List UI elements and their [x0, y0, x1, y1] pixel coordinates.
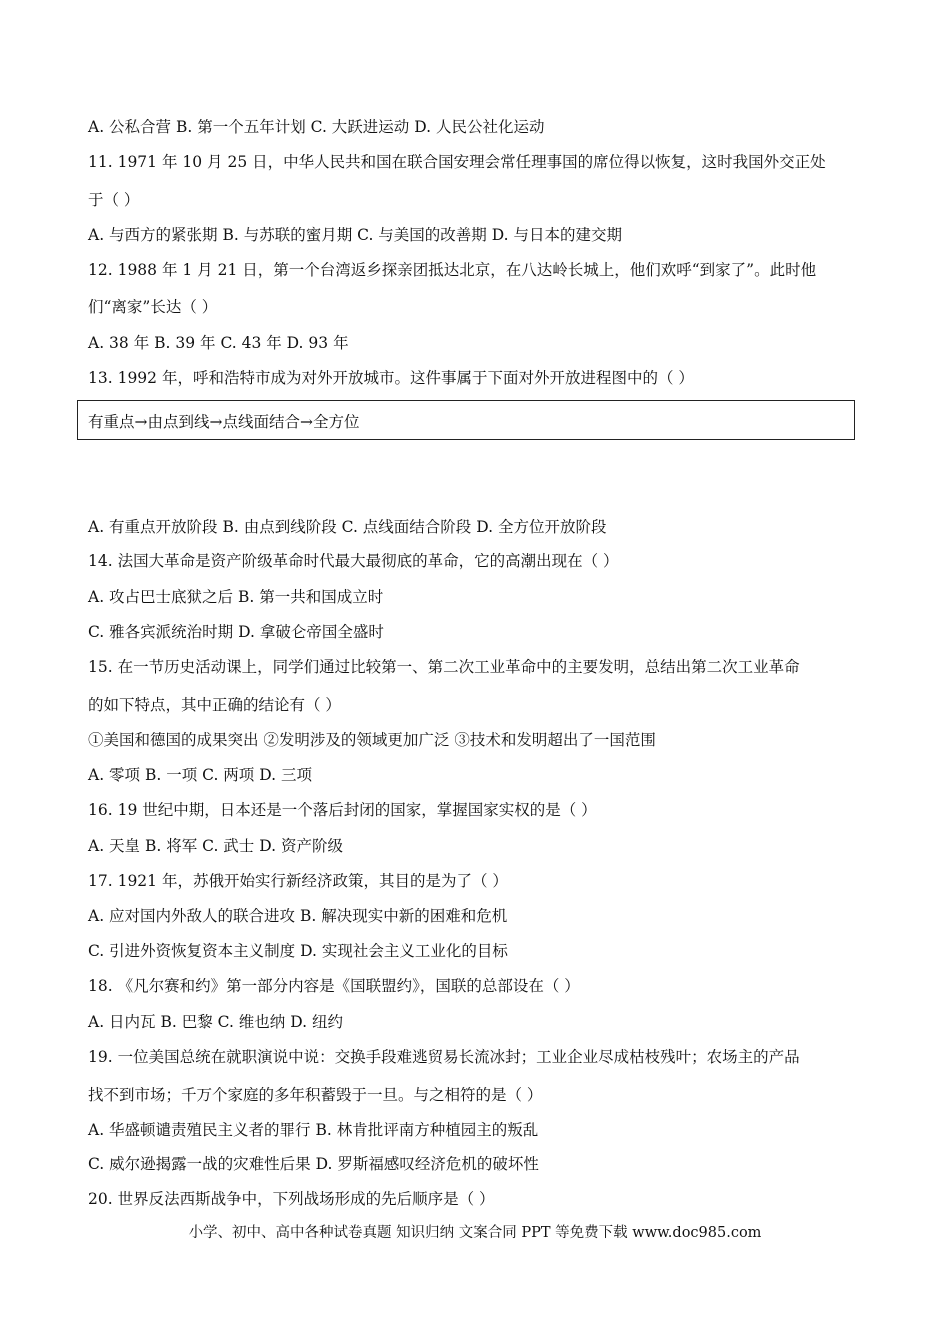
- q20-stem: 20. 世界反法西斯战争中，下列战场形成的先后顺序是（ ）: [88, 1190, 495, 1208]
- q11-stem-cont: 于（ ）: [88, 191, 140, 209]
- q17-stem: 17. 1921 年，苏俄开始实行新经济政策，其目的是为了（ ）: [88, 872, 508, 890]
- q13-options: A. 有重点开放阶段 B. 由点到线阶段 C. 点线面结合阶段 D. 全方位开放阶段: [88, 518, 607, 536]
- q10-options: A. 公私合营 B. 第一个五年计划 C. 大跃进运动 D. 人民公社化运动: [88, 118, 545, 136]
- q19-stem: 19. 一位美国总统在就职演说中说：交换手段难逃贸易长流冰封；工业企业尽成枯枝残叶；农场主的产品: [88, 1048, 800, 1066]
- q19-options-2: C. 威尔逊揭露一战的灾难性后果 D. 罗斯福感叹经济危机的破坏性: [88, 1155, 539, 1173]
- opening-process-text: 有重点→由点到线→点线面结合→全方位: [88, 413, 360, 431]
- q14-options-1: A. 攻占巴士底狱之后 B. 第一共和国成立时: [88, 588, 384, 606]
- q15-stem: 15. 在一节历史活动课上，同学们通过比较第一、第二次工业革命中的主要发明，总结出第二次工业革命: [88, 658, 800, 676]
- q11-stem: 11. 1971 年 10 月 25 日，中华人民共和国在联合国安理会常任理事国的席位得以恢复，这时我国外交正处: [88, 153, 826, 171]
- q12-options: A. 38 年 B. 39 年 C. 43 年 D. 93 年: [88, 334, 349, 352]
- q14-options-2: C. 雅各宾派统治时期 D. 拿破仑帝国全盛时: [88, 623, 384, 641]
- q17-options-1: A. 应对国内外敌人的联合进攻 B. 解决现实中新的困难和危机: [88, 907, 508, 925]
- q18-stem: 18. 《凡尔赛和约》第一部分内容是《国联盟约》，国联的总部设在（ ）: [88, 977, 580, 995]
- q15-options: A. 零项 B. 一项 C. 两项 D. 三项: [88, 766, 312, 784]
- q19-stem-cont: 找不到市场；千万个家庭的多年积蓄毁于一旦。与之相符的是（ ）: [88, 1086, 543, 1104]
- opening-process-box: [77, 400, 855, 440]
- q16-options: A. 天皇 B. 将军 C. 武士 D. 资产阶级: [88, 837, 343, 855]
- page-footer: 小学、初中、高中各种试卷真题 知识归纳 文案合同 PPT 等免费下载 www.doc985.com: [188, 1225, 762, 1241]
- q17-options-2: C. 引进外资恢复资本主义制度 D. 实现社会主义工业化的目标: [88, 942, 508, 960]
- q15-stem-cont: 的如下特点，其中正确的结论有（ ）: [88, 696, 341, 714]
- q13-stem: 13. 1992 年，呼和浩特市成为对外开放城市。这件事属于下面对外开放进程图中的（ ）: [88, 369, 694, 387]
- q12-stem-cont: 们“离家”长达（ ）: [88, 298, 218, 316]
- q16-stem: 16. 19 世纪中期，日本还是一个落后封闭的国家，掌握国家实权的是（ ）: [88, 801, 597, 819]
- q18-options: A. 日内瓦 B. 巴黎 C. 维也纳 D. 纽约: [88, 1013, 343, 1031]
- q14-stem: 14. 法国大革命是资产阶级革命时代最大最彻底的革命，它的高潮出现在（ ）: [88, 552, 619, 570]
- q11-options: A. 与西方的紧张期 B. 与苏联的蜜月期 C. 与美国的改善期 D. 与日本的建交期: [88, 226, 622, 244]
- q15-statements: ①美国和德国的成果突出 ②发明涉及的领域更加广泛 ③技术和发明超出了一国范围: [88, 731, 656, 749]
- q19-options-1: A. 华盛顿谴责殖民主义者的罪行 B. 林肯批评南方种植园主的叛乱: [88, 1121, 539, 1139]
- q12-stem: 12. 1988 年 1 月 21 日，第一个台湾返乡探亲团抵达北京，在八达岭长城上，他们欢呼“到家了”。此时他: [88, 261, 817, 279]
